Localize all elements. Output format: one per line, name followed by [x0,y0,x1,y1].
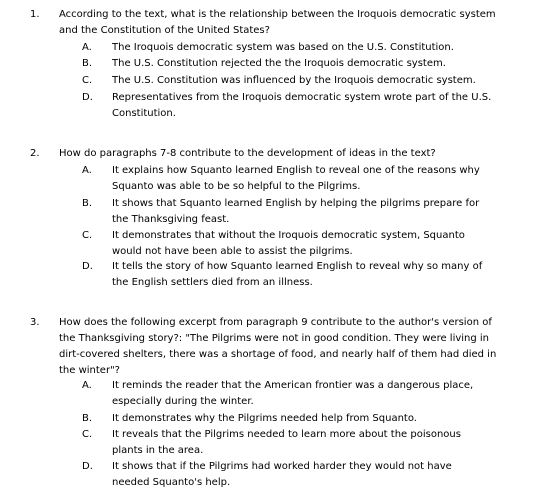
choice-letter: C. [82,230,93,241]
choice-letter: B. [82,413,93,424]
question-text: How do paragraphs 7-8 contribute to the development of ideas in the text? [59,148,436,159]
choice-letter: D. [82,461,93,472]
choice-letter: A. [82,165,92,176]
choice-letter: B. [82,58,93,69]
choice-letter: B. [82,198,93,209]
question-text: According to the text, what is the relationship between the Iroquois democratic system and the Constitution of the United States? [59,9,496,36]
question-text: How does the following excerpt from paragraph 9 contribute to the author's version of the Thanksgiving story?: "The Pilgrims were not in good condition. They were living in dirt-covered shelters, there was a shortage of food, and nearly half of them had died in the winter"? [59,317,497,376]
choice-text: Representatives from the Iroquois democratic system wrote part of the U.S. Constitution. [112,92,492,119]
choice-text: The Iroquois democratic system was based on the U.S. Constitution. [112,42,454,53]
choice-text: The U.S. Constitution rejected the the Iroquois democratic system. [112,58,446,69]
choice-letter: A. [82,42,92,53]
choice-text: It tells the story of how Squanto learned English to reveal why so many of the English settlers died from an illness. [112,261,483,288]
choice-letter: A. [82,380,92,391]
choice-letter: D. [82,92,93,103]
question-number: 2. [30,148,40,159]
choice-text: It shows that if the Pilgrims had worked harder they would not have needed Squanto's help. [112,461,452,488]
question-number: 1. [30,9,40,20]
choice-text: It demonstrates that without the Iroquois democratic system, Squanto would not have been able to assist the pilgrims. [112,230,465,257]
choice-letter: C. [82,429,93,440]
choice-text: It explains how Squanto learned English to reveal one of the reasons why Squanto was able to be so helpful to the Pilgrims. [112,165,480,192]
choice-text: The U.S. Constitution was influenced by the Iroquois democratic system. [112,75,476,86]
choice-letter: C. [82,75,93,86]
choice-text: It demonstrates why the Pilgrims needed help from Squanto. [112,413,417,424]
choice-letter: D. [82,261,93,272]
question-number: 3. [30,317,40,328]
choice-text: It reveals that the Pilgrims needed to learn more about the poisonous plants in the area. [112,429,461,456]
choice-text: It shows that Squanto learned English by helping the pilgrims prepare for the Thanksgiving feast. [112,198,480,225]
choice-text: It reminds the reader that the American frontier was a dangerous place, especially during the winter. [112,380,474,407]
